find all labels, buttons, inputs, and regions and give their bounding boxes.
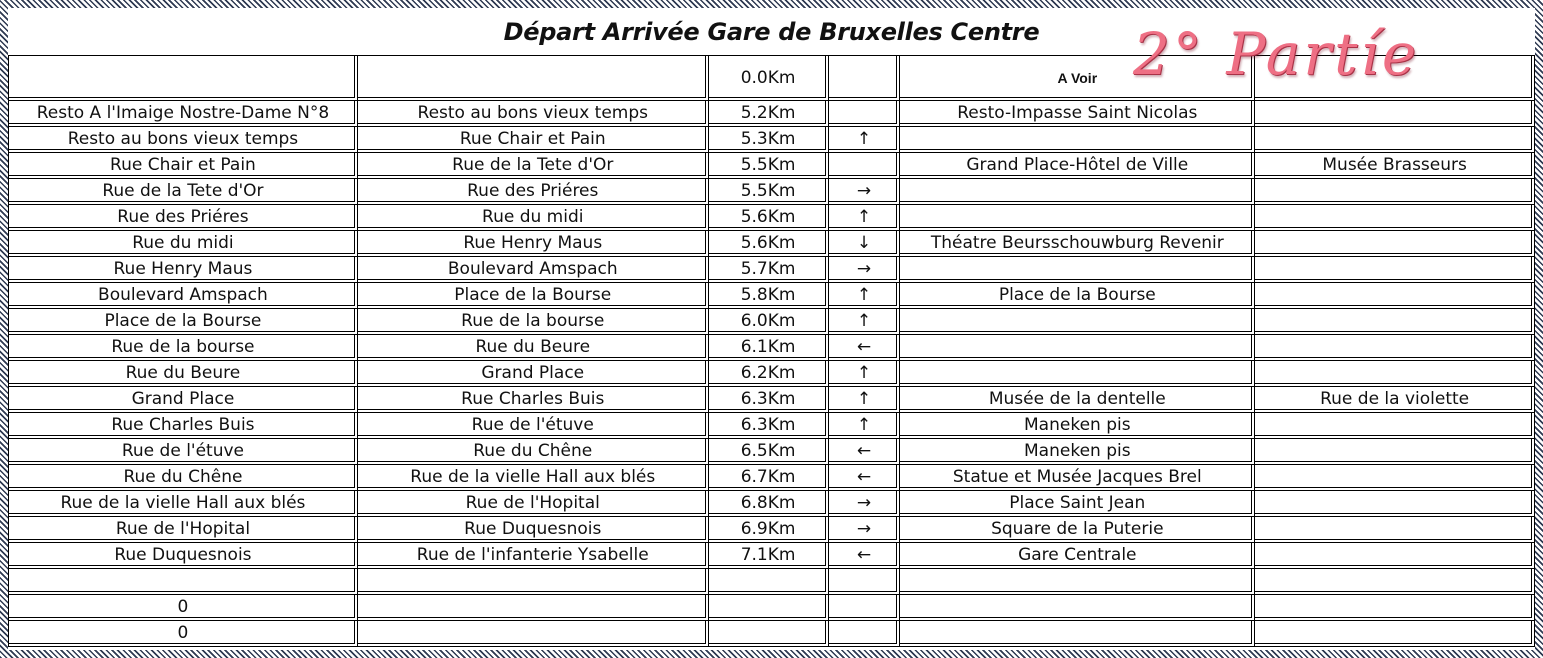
cell-extra bbox=[1255, 465, 1535, 491]
cell-direction: ↑ bbox=[829, 413, 901, 439]
cell-distance: 6.9Km bbox=[709, 517, 829, 543]
cell-sight: Resto-Impasse Saint Nicolas bbox=[900, 101, 1255, 127]
cell-sight bbox=[900, 127, 1255, 153]
table-row bbox=[9, 517, 1535, 543]
cell-to: Rue de l'Hopital bbox=[358, 491, 709, 517]
cell-to: Place de la Bourse bbox=[358, 283, 709, 309]
cell-distance: 6.5Km bbox=[709, 439, 829, 465]
cell-from: 0 bbox=[9, 621, 358, 647]
cell-extra bbox=[1255, 517, 1535, 543]
cell-direction: ↑ bbox=[829, 361, 901, 387]
table-row bbox=[9, 153, 1535, 179]
table-row bbox=[9, 309, 1535, 335]
cell-to: Rue Duquesnois bbox=[358, 517, 709, 543]
cell-from: Rue de la bourse bbox=[9, 335, 358, 361]
header-from bbox=[9, 56, 358, 101]
cell-direction: ← bbox=[829, 439, 901, 465]
cell-from: Resto A l'Imaige Nostre-Dame N°8 bbox=[9, 101, 358, 127]
cell-direction: ↑ bbox=[829, 387, 901, 413]
table-row bbox=[9, 257, 1535, 283]
cell-direction: ← bbox=[829, 543, 901, 569]
cell-extra bbox=[1255, 491, 1535, 517]
table-row bbox=[9, 491, 1535, 517]
cell-direction: ↓ bbox=[829, 231, 901, 257]
cell-sight: Musée de la dentelle bbox=[900, 387, 1255, 413]
cell-distance bbox=[709, 569, 829, 595]
cell-distance: 6.2Km bbox=[709, 361, 829, 387]
cell-from: Rue de la Tete d'Or bbox=[9, 179, 358, 205]
cell-sight: Square de la Puterie bbox=[900, 517, 1255, 543]
cell-from: Rue des Priéres bbox=[9, 205, 358, 231]
cell-direction: → bbox=[829, 257, 901, 283]
table-row bbox=[9, 621, 1535, 647]
cell-distance: 6.3Km bbox=[709, 387, 829, 413]
cell-distance: 5.8Km bbox=[709, 283, 829, 309]
cell-to: Rue Henry Maus bbox=[358, 231, 709, 257]
cell-sight: Place de la Bourse bbox=[900, 283, 1255, 309]
table-row bbox=[9, 335, 1535, 361]
page-title: Départ Arrivée Gare de Bruxelles Centre bbox=[503, 18, 1040, 46]
cell-sight bbox=[900, 595, 1255, 621]
cell-extra: Rue de la violette bbox=[1255, 387, 1535, 413]
header-to bbox=[358, 56, 709, 101]
cell-direction bbox=[829, 621, 901, 647]
cell-extra bbox=[1255, 595, 1535, 621]
cell-sight: Maneken pis bbox=[900, 439, 1255, 465]
cell-from: Rue Chair et Pain bbox=[9, 153, 358, 179]
cell-sight: Place Saint Jean bbox=[900, 491, 1255, 517]
cell-distance: 6.7Km bbox=[709, 465, 829, 491]
cell-from: Rue de la vielle Hall aux blés bbox=[9, 491, 358, 517]
cell-sight: Gare Centrale bbox=[900, 543, 1255, 569]
cell-distance: 7.1Km bbox=[709, 543, 829, 569]
cell-to: Rue de la Tete d'Or bbox=[358, 153, 709, 179]
cell-distance: 5.2Km bbox=[709, 101, 829, 127]
cell-to: Boulevard Amspach bbox=[358, 257, 709, 283]
cell-direction bbox=[829, 153, 901, 179]
cell-from: Rue du Chêne bbox=[9, 465, 358, 491]
cell-to: Grand Place bbox=[358, 361, 709, 387]
cell-distance: 5.5Km bbox=[709, 153, 829, 179]
cell-distance: 5.6Km bbox=[709, 205, 829, 231]
cell-direction bbox=[829, 569, 901, 595]
cell-to: Rue du Beure bbox=[358, 335, 709, 361]
cell-sight bbox=[900, 621, 1255, 647]
cell-to: Rue de la vielle Hall aux blés bbox=[358, 465, 709, 491]
cell-from: Rue du Beure bbox=[9, 361, 358, 387]
cell-to bbox=[358, 621, 709, 647]
cell-to bbox=[358, 569, 709, 595]
cell-sight bbox=[900, 361, 1255, 387]
table-row bbox=[9, 465, 1535, 491]
cell-sight: Théatre Beursschouwburg Revenir bbox=[900, 231, 1255, 257]
cell-to: Rue Charles Buis bbox=[358, 387, 709, 413]
cell-distance: 6.1Km bbox=[709, 335, 829, 361]
cell-to: Rue des Priéres bbox=[358, 179, 709, 205]
cell-extra bbox=[1255, 413, 1535, 439]
cell-distance: 6.8Km bbox=[709, 491, 829, 517]
table-row bbox=[9, 543, 1535, 569]
cell-to: Rue de l'infanterie Ysabelle bbox=[358, 543, 709, 569]
cell-extra bbox=[1255, 205, 1535, 231]
cell-to: Rue de l'étuve bbox=[358, 413, 709, 439]
cell-from: Grand Place bbox=[9, 387, 358, 413]
cell-direction: ← bbox=[829, 335, 901, 361]
cell-extra bbox=[1255, 283, 1535, 309]
cell-from: Rue du midi bbox=[9, 231, 358, 257]
cell-extra bbox=[1255, 439, 1535, 465]
cell-extra bbox=[1255, 335, 1535, 361]
cell-extra bbox=[1255, 621, 1535, 647]
cell-from: Boulevard Amspach bbox=[9, 283, 358, 309]
cell-direction bbox=[829, 101, 901, 127]
cell-from: Rue de l'étuve bbox=[9, 439, 358, 465]
header-distance: 0.0Km bbox=[709, 56, 829, 101]
cell-direction: ← bbox=[829, 465, 901, 491]
cell-to bbox=[358, 595, 709, 621]
cell-distance bbox=[709, 595, 829, 621]
cell-to: Rue Chair et Pain bbox=[358, 127, 709, 153]
table-row bbox=[9, 595, 1535, 621]
cell-to: Rue du midi bbox=[358, 205, 709, 231]
table-row bbox=[9, 179, 1535, 205]
cell-direction: → bbox=[829, 491, 901, 517]
cell-from: Place de la Bourse bbox=[9, 309, 358, 335]
cell-sight: Statue et Musée Jacques Brel bbox=[900, 465, 1255, 491]
table-row bbox=[9, 361, 1535, 387]
cell-to: Resto au bons vieux temps bbox=[358, 101, 709, 127]
cell-distance: 5.3Km bbox=[709, 127, 829, 153]
cell-extra bbox=[1255, 543, 1535, 569]
cell-direction: ↑ bbox=[829, 309, 901, 335]
cell-distance: 6.3Km bbox=[709, 413, 829, 439]
header-direction bbox=[829, 56, 901, 101]
cell-direction: → bbox=[829, 517, 901, 543]
table-row bbox=[9, 101, 1535, 127]
table-row bbox=[9, 439, 1535, 465]
cell-from: Rue de l'Hopital bbox=[9, 517, 358, 543]
table-row bbox=[9, 231, 1535, 257]
cell-sight bbox=[900, 569, 1255, 595]
cell-sight bbox=[900, 309, 1255, 335]
cell-distance: 6.0Km bbox=[709, 309, 829, 335]
cell-sight bbox=[900, 205, 1255, 231]
cell-extra bbox=[1255, 127, 1535, 153]
part-label: 2° Partíe bbox=[1133, 20, 1420, 88]
cell-extra bbox=[1255, 309, 1535, 335]
table-row bbox=[9, 205, 1535, 231]
cell-extra bbox=[1255, 569, 1535, 595]
table-row bbox=[9, 413, 1535, 439]
cell-from: Rue Charles Buis bbox=[9, 413, 358, 439]
table-row bbox=[9, 127, 1535, 153]
table-row bbox=[9, 569, 1535, 595]
cell-to: Rue du Chêne bbox=[358, 439, 709, 465]
header-a-voir: A Voir bbox=[900, 56, 1255, 101]
cell-from: Rue Henry Maus bbox=[9, 257, 358, 283]
cell-from bbox=[9, 569, 358, 595]
cell-direction: ↑ bbox=[829, 205, 901, 231]
cell-distance: 5.7Km bbox=[709, 257, 829, 283]
cell-sight: Grand Place-Hôtel de Ville bbox=[900, 153, 1255, 179]
cell-from: Resto au bons vieux temps bbox=[9, 127, 358, 153]
table-row bbox=[9, 387, 1535, 413]
cell-extra bbox=[1255, 101, 1535, 127]
cell-direction: → bbox=[829, 179, 901, 205]
cell-direction bbox=[829, 595, 901, 621]
cell-direction: ↑ bbox=[829, 127, 901, 153]
cell-extra bbox=[1255, 231, 1535, 257]
route-sheet bbox=[8, 8, 1535, 650]
cell-sight bbox=[900, 179, 1255, 205]
cell-extra: Musée Brasseurs bbox=[1255, 153, 1535, 179]
cell-extra bbox=[1255, 179, 1535, 205]
cell-distance: 5.6Km bbox=[709, 231, 829, 257]
table-row bbox=[9, 283, 1535, 309]
cell-to: Rue de la bourse bbox=[358, 309, 709, 335]
route-table bbox=[8, 55, 1535, 647]
cell-sight: Maneken pis bbox=[900, 413, 1255, 439]
cell-sight bbox=[900, 257, 1255, 283]
cell-from: 0 bbox=[9, 595, 358, 621]
cell-distance bbox=[709, 621, 829, 647]
cell-extra bbox=[1255, 257, 1535, 283]
cell-from: Rue Duquesnois bbox=[9, 543, 358, 569]
cell-distance: 5.5Km bbox=[709, 179, 829, 205]
cell-direction: ↑ bbox=[829, 283, 901, 309]
cell-extra bbox=[1255, 361, 1535, 387]
cell-sight bbox=[900, 335, 1255, 361]
